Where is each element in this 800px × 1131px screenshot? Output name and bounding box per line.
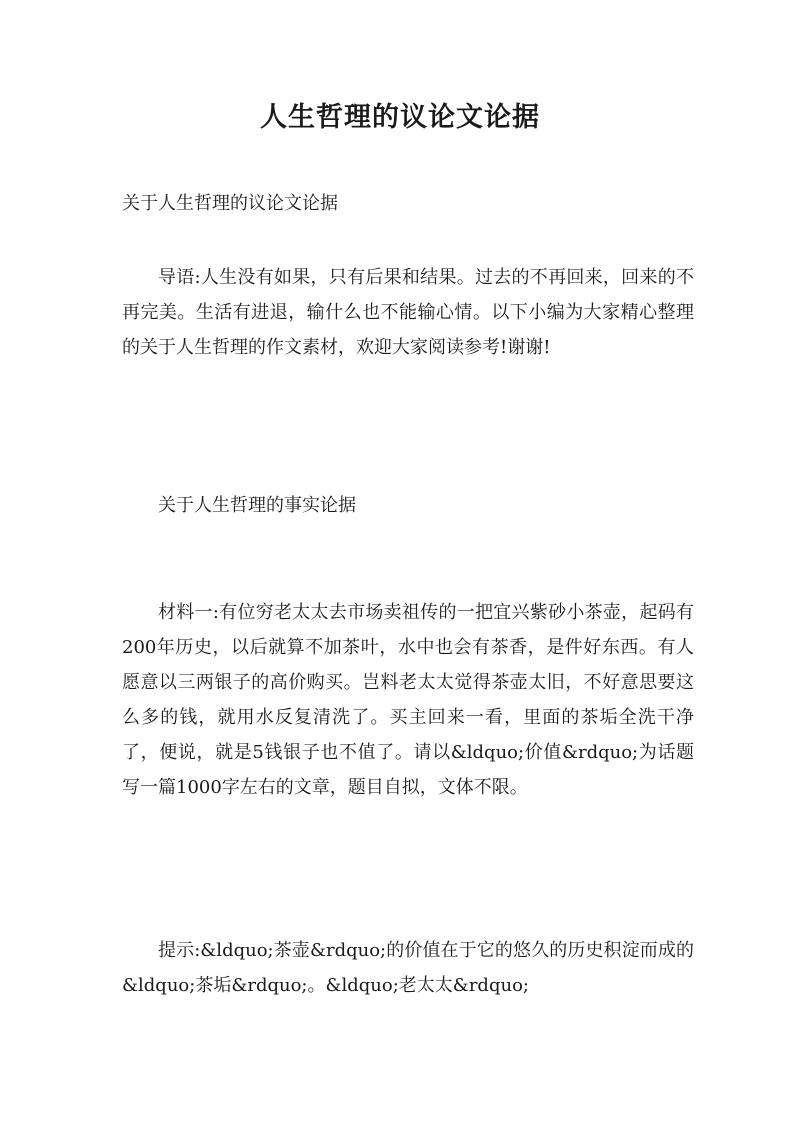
document-title: 人生哲理的议论文论据 [260,102,540,133]
intro-paragraph: 导语:人生没有如果，只有后果和结果。过去的不再回来，回来的不再完美。生活有进退，输什么也不能输心情。以下小编为大家精心整理的关于人生哲理的作文素材，欢迎大家阅读参考!谢谢! [122,267,694,358]
hint-paragraph: 提示:&ldquo;茶壶&rdquo;的价值在于它的悠久的历史积淀而成的&ldquo;茶垢&rdquo;。&ldquo;老太太&rdquo; [122,940,694,996]
section-heading: 关于人生哲理的事实论据 [158,495,356,516]
document-subtitle: 关于人生哲理的议论文论据 [122,193,338,214]
material-one-paragraph: 材料一:有位穷老太太去市场卖祖传的一把宜兴紫砂小茶壶，起码有200年历史，以后就算不加茶叶，水中也会有茶香，是件好东西。有人愿意以三两银子的高价购买。岂料老太太觉得茶壶太旧，不好意思要这么多的钱，就用水反复清洗了。买主回来一看，里面的茶垢全洗干净了，便说，就是5钱银子也不值了。请以&ldquo;价值&rdquo;为话题写一篇1000字左右的文章，题目自拟，文体不限。 [122,602,694,798]
